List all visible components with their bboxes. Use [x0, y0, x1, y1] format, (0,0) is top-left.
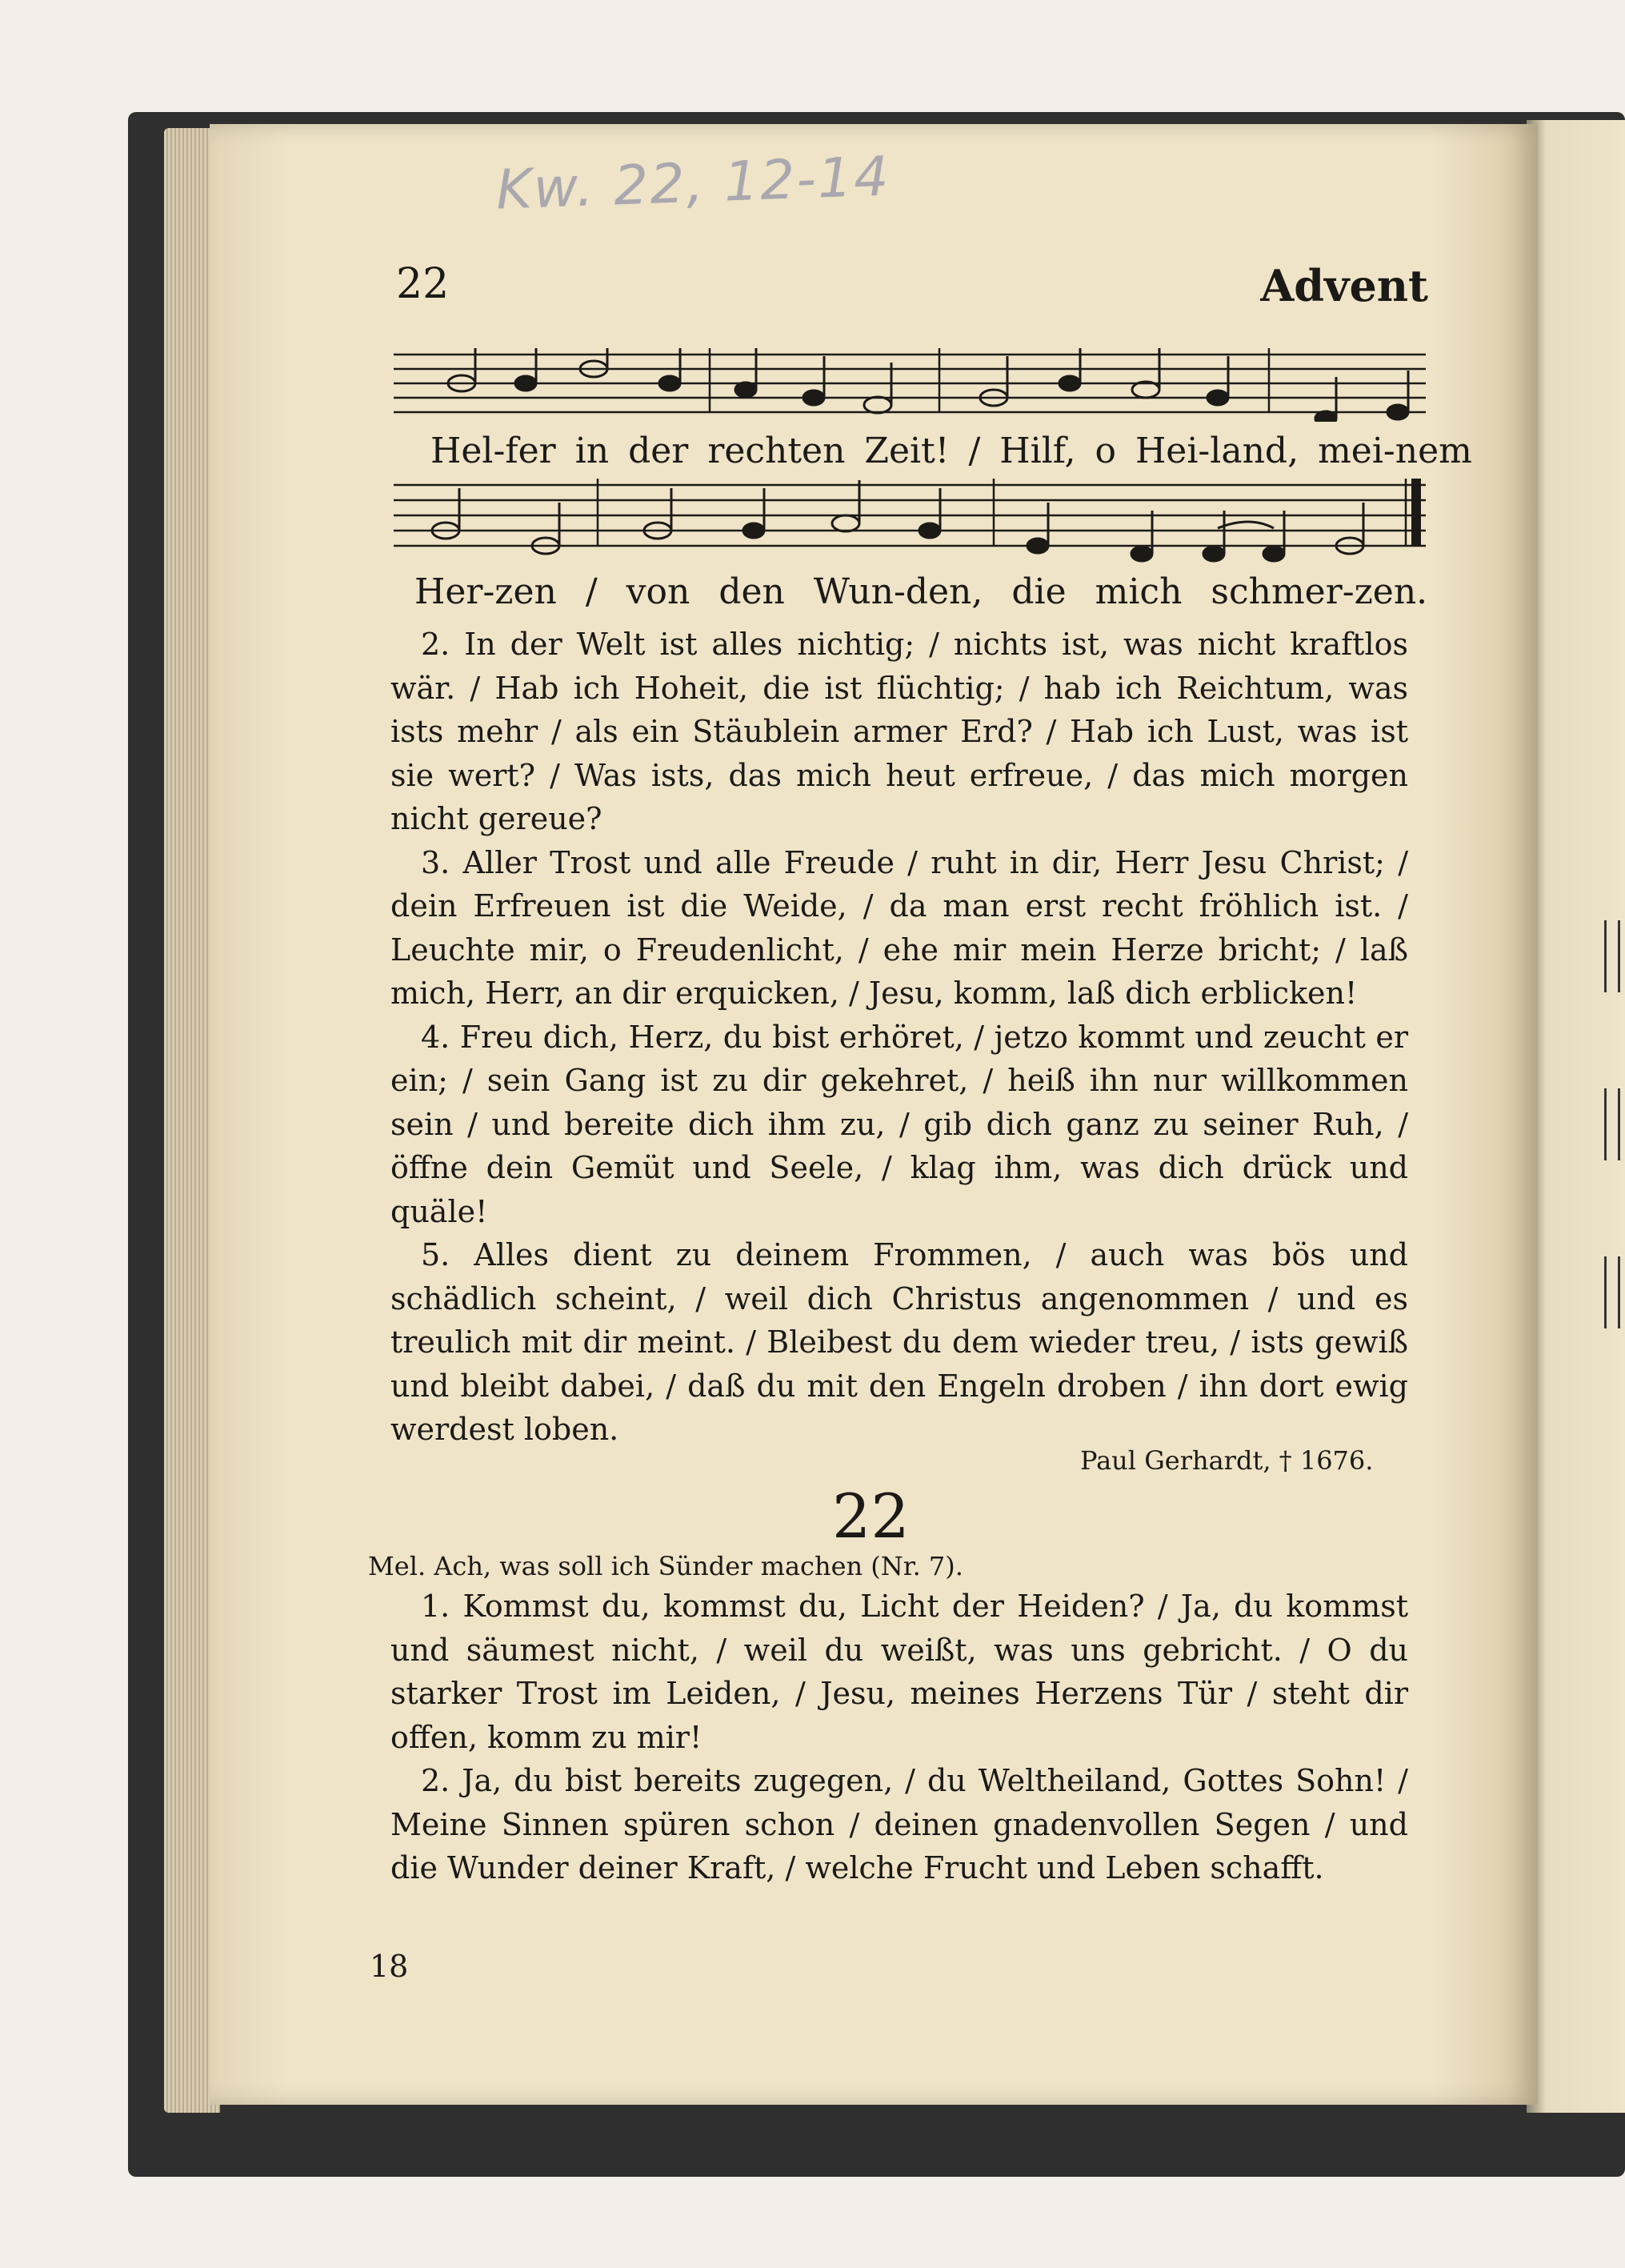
hymn-21-stanzas	[390, 623, 1408, 1452]
pencil-note: Kw. 22, 12-14	[494, 145, 891, 222]
music-staff-2	[394, 479, 1426, 565]
hymn-number: 22	[832, 1481, 910, 1552]
stanza: 3. Aller Trost und alle Freude / ruht in dir, Herr Jesu Christ; / dein Erfreuen ist die Weide, / da man erst recht fröhlich ist. / Leuchte mir, o Freudenlicht, / ehe mir mein Herze bricht; / laß mich, Herr, an dir erquicken, / Jesu, komm, laß dich erblicken!	[390, 844, 1408, 1011]
running-head: Advent	[1260, 260, 1428, 311]
printer-signature: 18	[370, 1949, 409, 1984]
stanza: 2. Ja, du bist bereits zugegen, / du Weltheiland, Gottes Sohn! / Meine Sinnen spüren schon / deinen gnadenvollen Segen / und die Wunder deiner Kraft, / welche Frucht und Leben schafft.	[390, 1763, 1408, 1885]
stanza: 1. Kommst du, kommst du, Licht der Heiden? / Ja, du kommst und säumest nicht, / weil du weißt, was uns gebricht. / O du starker Trost im Leiden, / Jesu, meines Herzens Tür / steht dir offen, komm zu mir!	[390, 1589, 1408, 1755]
page-number: 22	[396, 260, 450, 308]
stanza: 2. In der Welt ist alles nichtig; / nichts ist, was nicht kraftlos wär. / Hab ich Hoheit, die ist flüchtig; / hab ich Reichtum, was ists mehr / als ein Stäublein armer Erd? / Hab ich Lust, was ist sie wert? / Was ists, das mich heut erfreue, / das mich morgen nicht gereue?	[390, 627, 1408, 836]
facing-page-marks	[1604, 920, 1620, 1425]
melody-reference: Mel. Ach, was soll ich Sünder machen (Nr. 7).	[368, 1551, 963, 1581]
lyric-line-1: Hel-fer in der rechten Zeit! / Hilf, o Hei-land, mei-nem	[430, 431, 1472, 471]
lyric-line-2: Her-zen / von den Wun-den, die mich schmer-zen.	[414, 571, 1428, 612]
music-staff-1	[394, 348, 1426, 422]
stanza: 4. Freu dich, Herz, du bist erhöret, / jetzo kommt und zeucht er ein; / sein Gang ist zu dir gekehret, / heiß ihn nur willkommen sein / und bereite dich ihm zu, / gib dich ganz zu seiner Ruh, / öffne dein Gemüt und Seele, / klag ihm, was dich drück und quäle!	[390, 1019, 1408, 1229]
page-header	[396, 260, 1428, 316]
stanza: 5. Alles dient zu deinem Frommen, / auch was bös und schädlich scheint, / weil dich Christus angenommen / und es treulich mit dir meint. / Bleibest du dem wieder treu, / ists gewiß und bleibt dabei, / daß du mit den Engeln droben / ihn dort ewig werdest loben.	[390, 1237, 1408, 1447]
hymn-22-stanzas	[390, 1585, 1408, 1890]
author-attribution: Paul Gerhardt, † 1676.	[1080, 1445, 1374, 1476]
